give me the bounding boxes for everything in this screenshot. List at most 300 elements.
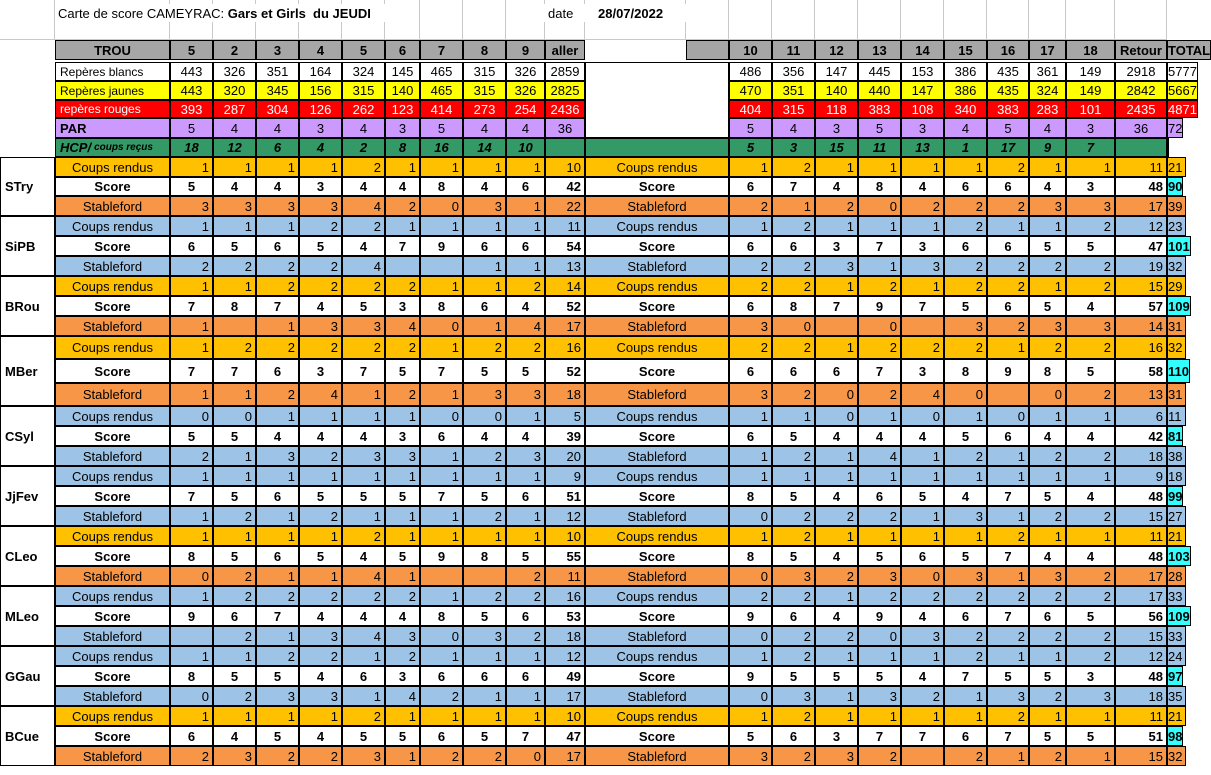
- stableford-aller[interactable]: 17: [545, 746, 585, 766]
- coups-rendus-value[interactable]: 2: [858, 276, 901, 296]
- stableford-value[interactable]: 1: [385, 506, 420, 526]
- stableford-value[interactable]: 1: [256, 566, 299, 586]
- score-value[interactable]: 9: [987, 359, 1029, 383]
- score-value[interactable]: 9: [729, 666, 772, 686]
- stableford-value[interactable]: 3: [213, 746, 256, 766]
- coups-rendus-total[interactable]: 23: [1167, 216, 1186, 236]
- coups-rendus-label[interactable]: Coups rendus: [55, 276, 170, 296]
- stableford-aller[interactable]: 13: [545, 256, 585, 276]
- hcp-value[interactable]: 5: [729, 138, 772, 157]
- score-value[interactable]: 7: [256, 296, 299, 316]
- coups-rendus-value[interactable]: 2: [256, 336, 299, 359]
- player-name[interactable]: STry: [0, 157, 55, 216]
- stableford-retour[interactable]: 15: [1115, 626, 1167, 646]
- tee-label[interactable]: Repères blancs: [55, 62, 170, 81]
- coups-rendus-value[interactable]: 1: [420, 157, 463, 177]
- coups-rendus-value[interactable]: 1: [987, 216, 1029, 236]
- stableford-value[interactable]: 2: [420, 686, 463, 706]
- stableford-value[interactable]: 1: [299, 566, 342, 586]
- stableford-value[interactable]: 1: [944, 686, 987, 706]
- score-value[interactable]: 4: [385, 177, 420, 196]
- stableford-value[interactable]: 2: [299, 256, 342, 276]
- score-value[interactable]: 7: [772, 177, 815, 196]
- coups-rendus-value[interactable]: 1: [299, 406, 342, 426]
- coups-rendus-value[interactable]: 2: [901, 336, 944, 359]
- hcp-value[interactable]: 3: [772, 138, 815, 157]
- coups-rendus-value[interactable]: 1: [506, 646, 545, 666]
- coups-rendus-value[interactable]: 1: [1066, 406, 1115, 426]
- score-value[interactable]: 5: [342, 296, 385, 316]
- coups-rendus-value[interactable]: 1: [170, 276, 213, 296]
- par-aller[interactable]: 36: [545, 118, 585, 138]
- coups-rendus-value[interactable]: 1: [815, 216, 858, 236]
- coups-rendus-value[interactable]: 2: [944, 586, 987, 606]
- stableford-value[interactable]: 2: [170, 746, 213, 766]
- stableford-label[interactable]: Stableford: [585, 446, 729, 466]
- stableford-retour[interactable]: 17: [1115, 196, 1167, 216]
- score-value[interactable]: 6: [944, 177, 987, 196]
- coups-rendus-value[interactable]: 1: [170, 336, 213, 359]
- score-value[interactable]: 3: [901, 236, 944, 256]
- score-value[interactable]: 6: [772, 359, 815, 383]
- coups-rendus-value[interactable]: 2: [772, 646, 815, 666]
- score-value[interactable]: 5: [901, 486, 944, 506]
- hcp-value[interactable]: 18: [170, 138, 213, 157]
- coups-rendus-value[interactable]: 1: [420, 526, 463, 546]
- coups-rendus-total[interactable]: 33: [1167, 586, 1186, 606]
- coups-rendus-value[interactable]: 1: [213, 466, 256, 486]
- stableford-value[interactable]: 1: [987, 446, 1029, 466]
- stableford-value[interactable]: 2: [772, 506, 815, 526]
- coups-rendus-value[interactable]: 2: [1029, 586, 1066, 606]
- coups-rendus-value[interactable]: 2: [299, 216, 342, 236]
- stableford-value[interactable]: 3: [1066, 316, 1115, 336]
- par-value[interactable]: 4: [342, 118, 385, 138]
- tee-distance[interactable]: 326: [506, 81, 545, 100]
- score-value[interactable]: 4: [1066, 426, 1115, 446]
- coups-rendus-value[interactable]: 2: [385, 586, 420, 606]
- score-value[interactable]: 6: [987, 296, 1029, 316]
- stableford-value[interactable]: 4: [342, 566, 385, 586]
- stableford-value[interactable]: 1: [987, 506, 1029, 526]
- stableford-value[interactable]: 1: [858, 256, 901, 276]
- coups-rendus-value[interactable]: 1: [213, 646, 256, 666]
- score-value[interactable]: 3: [1066, 666, 1115, 686]
- coups-rendus-aller[interactable]: 5: [545, 406, 585, 426]
- stableford-value[interactable]: 2: [944, 256, 987, 276]
- tee-distance[interactable]: 149: [1066, 81, 1115, 100]
- coups-rendus-label[interactable]: Coups rendus: [55, 216, 170, 236]
- coups-rendus-total[interactable]: 21: [1167, 157, 1186, 177]
- stableford-value[interactable]: 0: [858, 626, 901, 646]
- coups-rendus-value[interactable]: 1: [772, 406, 815, 426]
- tee-distance[interactable]: 273: [463, 100, 506, 118]
- coups-rendus-value[interactable]: 2: [1066, 216, 1115, 236]
- score-value[interactable]: 7: [420, 359, 463, 383]
- coups-rendus-value[interactable]: 2: [729, 276, 772, 296]
- score-value[interactable]: 4: [1029, 177, 1066, 196]
- coups-rendus-value[interactable]: 1: [1029, 216, 1066, 236]
- stableford-label[interactable]: Stableford: [585, 506, 729, 526]
- hcp-value[interactable]: 12: [213, 138, 256, 157]
- coups-rendus-value[interactable]: 2: [463, 586, 506, 606]
- coups-rendus-value[interactable]: 1: [463, 157, 506, 177]
- coups-rendus-value[interactable]: 2: [987, 526, 1029, 546]
- coups-rendus-label[interactable]: Coups rendus: [55, 466, 170, 486]
- stableford-value[interactable]: 2: [858, 383, 901, 406]
- coups-rendus-value[interactable]: 2: [944, 646, 987, 666]
- score-value[interactable]: 6: [256, 546, 299, 566]
- hcp-aller[interactable]: [545, 138, 585, 157]
- date-value[interactable]: 28/07/2022: [594, 4, 694, 22]
- stableford-value[interactable]: 4: [342, 196, 385, 216]
- tee-distance[interactable]: 101: [1066, 100, 1115, 118]
- coups-rendus-value[interactable]: 0: [213, 406, 256, 426]
- stableford-label[interactable]: Stableford: [55, 686, 170, 706]
- stableford-value[interactable]: 1: [1066, 746, 1115, 766]
- stableford-total[interactable]: 32: [1167, 256, 1186, 276]
- stableford-value[interactable]: 1: [987, 566, 1029, 586]
- coups-rendus-value[interactable]: 2: [342, 276, 385, 296]
- stableford-value[interactable]: 0: [858, 196, 901, 216]
- stableford-value[interactable]: 2: [987, 256, 1029, 276]
- stableford-value[interactable]: 2: [420, 746, 463, 766]
- stableford-value[interactable]: [815, 316, 858, 336]
- coups-rendus-value[interactable]: 1: [987, 336, 1029, 359]
- score-value[interactable]: 6: [170, 236, 213, 256]
- score-value[interactable]: 5: [729, 726, 772, 746]
- player-name[interactable]: BRou: [0, 276, 55, 336]
- coups-rendus-value[interactable]: 2: [772, 586, 815, 606]
- coups-rendus-aller[interactable]: 9: [545, 466, 585, 486]
- tee-distance[interactable]: 340: [944, 100, 987, 118]
- stableford-value[interactable]: 1: [256, 506, 299, 526]
- stableford-value[interactable]: 4: [342, 626, 385, 646]
- coups-rendus-value[interactable]: 1: [901, 466, 944, 486]
- score-value[interactable]: 9: [858, 606, 901, 626]
- coups-rendus-value[interactable]: 2: [858, 336, 901, 359]
- coups-rendus-label[interactable]: Coups rendus: [55, 646, 170, 666]
- stableford-value[interactable]: 2: [987, 196, 1029, 216]
- coups-rendus-value[interactable]: 1: [944, 157, 987, 177]
- stableford-value[interactable]: 3: [901, 626, 944, 646]
- score-value[interactable]: 4: [901, 426, 944, 446]
- score-label[interactable]: Score: [55, 236, 170, 256]
- coups-rendus-value[interactable]: 1: [1066, 706, 1115, 726]
- score-value[interactable]: 5: [463, 726, 506, 746]
- hole-number[interactable]: 10: [729, 40, 772, 60]
- score-value[interactable]: 5: [342, 486, 385, 506]
- aller-header[interactable]: aller: [545, 40, 585, 60]
- empty-cell[interactable]: [858, 0, 901, 40]
- coups-rendus-retour[interactable]: 15: [1115, 276, 1167, 296]
- coups-rendus-label[interactable]: Coups rendus: [585, 406, 729, 426]
- stableford-value[interactable]: 1: [772, 196, 815, 216]
- score-label[interactable]: Score: [585, 546, 729, 566]
- score-value[interactable]: 6: [1029, 606, 1066, 626]
- score-value[interactable]: 5: [944, 426, 987, 446]
- stableford-total[interactable]: 31: [1167, 316, 1186, 336]
- tee-distance[interactable]: 145: [385, 62, 420, 81]
- coups-rendus-label[interactable]: Coups rendus: [585, 157, 729, 177]
- coups-rendus-value[interactable]: 1: [420, 336, 463, 359]
- tee-distance[interactable]: 304: [256, 100, 299, 118]
- stableford-value[interactable]: 0: [729, 686, 772, 706]
- score-value[interactable]: 3: [299, 177, 342, 196]
- score-value[interactable]: 4: [256, 426, 299, 446]
- tee-distance[interactable]: 383: [987, 100, 1029, 118]
- hcp-label[interactable]: [55, 138, 170, 157]
- stableford-value[interactable]: 3: [987, 686, 1029, 706]
- coups-rendus-value[interactable]: 1: [815, 276, 858, 296]
- score-value[interactable]: 4: [342, 546, 385, 566]
- coups-rendus-value[interactable]: 1: [815, 466, 858, 486]
- tee-retour[interactable]: 2918: [1115, 62, 1167, 81]
- score-value[interactable]: 7: [213, 359, 256, 383]
- coups-rendus-value[interactable]: 1: [1029, 466, 1066, 486]
- score-value[interactable]: 5: [170, 177, 213, 196]
- par-value[interactable]: 3: [901, 118, 944, 138]
- stableford-value[interactable]: 3: [729, 383, 772, 406]
- tee-distance[interactable]: 262: [342, 100, 385, 118]
- trou-header[interactable]: TROU: [55, 40, 170, 60]
- score-label[interactable]: Score: [585, 606, 729, 626]
- tee-distance[interactable]: 356: [772, 62, 815, 81]
- score-value[interactable]: 4: [463, 177, 506, 196]
- tee-distance[interactable]: 486: [729, 62, 772, 81]
- stableford-value[interactable]: 2: [987, 316, 1029, 336]
- coups-rendus-value[interactable]: 1: [385, 216, 420, 236]
- score-value[interactable]: 7: [858, 236, 901, 256]
- coups-rendus-value[interactable]: 1: [213, 157, 256, 177]
- coups-rendus-label[interactable]: Coups rendus: [55, 706, 170, 726]
- tee-distance[interactable]: 386: [944, 81, 987, 100]
- score-value[interactable]: 9: [858, 296, 901, 316]
- coups-rendus-value[interactable]: 2: [342, 157, 385, 177]
- tee-distance[interactable]: 153: [901, 62, 944, 81]
- hole-number[interactable]: 11: [772, 40, 815, 60]
- score-value[interactable]: 5: [772, 486, 815, 506]
- hole-number[interactable]: 8: [463, 40, 506, 60]
- stableford-value[interactable]: 2: [463, 746, 506, 766]
- coups-rendus-value[interactable]: 2: [729, 336, 772, 359]
- score-value[interactable]: 8: [420, 177, 463, 196]
- score-value[interactable]: 7: [987, 546, 1029, 566]
- tee-distance[interactable]: 361: [1029, 62, 1066, 81]
- coups-rendus-value[interactable]: 1: [342, 646, 385, 666]
- hcp-value[interactable]: 2: [342, 138, 385, 157]
- score-value[interactable]: 7: [987, 486, 1029, 506]
- coups-rendus-value[interactable]: 1: [256, 157, 299, 177]
- stableford-value[interactable]: 1: [385, 566, 420, 586]
- score-value[interactable]: 6: [506, 486, 545, 506]
- coups-rendus-value[interactable]: 2: [506, 336, 545, 359]
- stableford-value[interactable]: 2: [1066, 566, 1115, 586]
- score-aller[interactable]: 39: [545, 426, 585, 446]
- player-name[interactable]: MLeo: [0, 586, 55, 646]
- score-aller[interactable]: 47: [545, 726, 585, 746]
- coups-rendus-retour[interactable]: 16: [1115, 336, 1167, 359]
- coups-rendus-value[interactable]: 2: [256, 646, 299, 666]
- coups-rendus-value[interactable]: 1: [463, 276, 506, 296]
- stableford-total[interactable]: 31: [1167, 383, 1186, 406]
- stableford-label[interactable]: Stableford: [55, 256, 170, 276]
- stableford-value[interactable]: 3: [342, 446, 385, 466]
- score-value[interactable]: 4: [256, 177, 299, 196]
- tee-distance[interactable]: 443: [170, 81, 213, 100]
- stableford-value[interactable]: 1: [506, 256, 545, 276]
- stableford-value[interactable]: 3: [729, 746, 772, 766]
- par-value[interactable]: 4: [944, 118, 987, 138]
- score-value[interactable]: 8: [772, 296, 815, 316]
- coups-rendus-value[interactable]: 1: [815, 336, 858, 359]
- score-aller[interactable]: 55: [545, 546, 585, 566]
- coups-rendus-value[interactable]: 2: [342, 586, 385, 606]
- stableford-retour[interactable]: 19: [1115, 256, 1167, 276]
- stableford-total[interactable]: 28: [1167, 566, 1186, 586]
- hcp-value[interactable]: 15: [815, 138, 858, 157]
- score-value[interactable]: 5: [463, 606, 506, 626]
- par-value[interactable]: 4: [506, 118, 545, 138]
- stableford-value[interactable]: 3: [463, 626, 506, 646]
- score-value[interactable]: 5: [506, 359, 545, 383]
- score-value[interactable]: 7: [342, 359, 385, 383]
- stableford-value[interactable]: 1: [420, 446, 463, 466]
- coups-rendus-value[interactable]: 1: [858, 706, 901, 726]
- coups-rendus-aller[interactable]: 10: [545, 706, 585, 726]
- score-value[interactable]: 4: [1029, 546, 1066, 566]
- stableford-value[interactable]: 3: [944, 566, 987, 586]
- score-value[interactable]: 3: [1066, 177, 1115, 196]
- stableford-value[interactable]: 0: [729, 626, 772, 646]
- coups-rendus-retour[interactable]: 6: [1115, 406, 1167, 426]
- stableford-value[interactable]: 3: [944, 506, 987, 526]
- tee-distance[interactable]: 345: [256, 81, 299, 100]
- stableford-label[interactable]: Stableford: [585, 686, 729, 706]
- stableford-value[interactable]: 2: [944, 626, 987, 646]
- stableford-value[interactable]: 4: [385, 316, 420, 336]
- coups-rendus-value[interactable]: 2: [987, 706, 1029, 726]
- par-value[interactable]: 3: [385, 118, 420, 138]
- score-label[interactable]: Score: [585, 177, 729, 196]
- score-value[interactable]: 4: [385, 606, 420, 626]
- stableford-value[interactable]: 4: [342, 256, 385, 276]
- coups-rendus-value[interactable]: 1: [299, 466, 342, 486]
- score-value[interactable]: 8: [420, 296, 463, 316]
- stableford-value[interactable]: 1: [256, 626, 299, 646]
- coups-rendus-value[interactable]: 1: [342, 466, 385, 486]
- score-value[interactable]: 4: [213, 177, 256, 196]
- coups-rendus-value[interactable]: 2: [858, 586, 901, 606]
- coups-rendus-aller[interactable]: 12: [545, 646, 585, 666]
- tee-distance[interactable]: 351: [256, 62, 299, 81]
- stableford-value[interactable]: 0: [420, 196, 463, 216]
- tee-label[interactable]: repères rouges: [55, 100, 170, 118]
- empty-cell[interactable]: [385, 0, 420, 40]
- score-value[interactable]: 7: [815, 296, 858, 316]
- score-value[interactable]: 6: [729, 236, 772, 256]
- hcp-value[interactable]: 17: [987, 138, 1029, 157]
- stableford-value[interactable]: 2: [506, 626, 545, 646]
- stableford-value[interactable]: 4: [506, 316, 545, 336]
- coups-rendus-value[interactable]: 1: [1029, 157, 1066, 177]
- stableford-value[interactable]: 0: [858, 316, 901, 336]
- coups-rendus-value[interactable]: 2: [1066, 586, 1115, 606]
- score-value[interactable]: 5: [213, 236, 256, 256]
- score-value[interactable]: 8: [729, 546, 772, 566]
- score-value[interactable]: 6: [987, 177, 1029, 196]
- score-value[interactable]: 6: [256, 486, 299, 506]
- coups-rendus-value[interactable]: 2: [463, 336, 506, 359]
- empty-cell[interactable]: [729, 0, 772, 40]
- score-value[interactable]: 5: [385, 546, 420, 566]
- stableford-value[interactable]: 2: [1029, 686, 1066, 706]
- coups-rendus-label[interactable]: Coups rendus: [585, 586, 729, 606]
- stableford-retour[interactable]: 17: [1115, 566, 1167, 586]
- coups-rendus-value[interactable]: 1: [385, 466, 420, 486]
- stableford-value[interactable]: 2: [256, 383, 299, 406]
- coups-rendus-value[interactable]: 2: [1066, 276, 1115, 296]
- hole-number[interactable]: 2: [213, 40, 256, 60]
- retour-header[interactable]: Retour: [1115, 40, 1167, 60]
- coups-rendus-value[interactable]: 2: [385, 276, 420, 296]
- score-value[interactable]: 6: [815, 359, 858, 383]
- tee-aller[interactable]: 2825: [545, 81, 585, 100]
- score-value[interactable]: 4: [901, 177, 944, 196]
- score-aller[interactable]: 51: [545, 486, 585, 506]
- score-value[interactable]: 7: [420, 486, 463, 506]
- coups-rendus-value[interactable]: 1: [858, 406, 901, 426]
- score-label[interactable]: Score: [55, 666, 170, 686]
- score-total[interactable]: 101: [1167, 236, 1191, 256]
- stableford-label[interactable]: Stableford: [55, 626, 170, 646]
- stableford-value[interactable]: 2: [858, 746, 901, 766]
- tee-label[interactable]: Repères jaunes: [55, 81, 170, 100]
- coups-rendus-value[interactable]: 2: [342, 216, 385, 236]
- coups-rendus-value[interactable]: 1: [213, 276, 256, 296]
- player-name[interactable]: SiPB: [0, 216, 55, 276]
- score-label[interactable]: Score: [585, 236, 729, 256]
- score-value[interactable]: 5: [213, 426, 256, 446]
- score-value[interactable]: 5: [463, 486, 506, 506]
- stableford-value[interactable]: 2: [944, 746, 987, 766]
- coups-rendus-label[interactable]: Coups rendus: [585, 276, 729, 296]
- hole-number[interactable]: 14: [901, 40, 944, 60]
- player-name[interactable]: CLeo: [0, 526, 55, 586]
- tee-distance[interactable]: 326: [213, 62, 256, 81]
- score-value[interactable]: 5: [342, 726, 385, 746]
- score-value[interactable]: 8: [170, 666, 213, 686]
- stableford-value[interactable]: 1: [342, 506, 385, 526]
- coups-rendus-value[interactable]: 1: [987, 466, 1029, 486]
- coups-rendus-value[interactable]: 1: [213, 706, 256, 726]
- stableford-retour[interactable]: 13: [1115, 383, 1167, 406]
- coups-rendus-value[interactable]: 2: [987, 157, 1029, 177]
- score-total[interactable]: 81: [1167, 426, 1183, 446]
- coups-rendus-value[interactable]: 2: [1029, 336, 1066, 359]
- stableford-value[interactable]: 1: [463, 686, 506, 706]
- stableford-value[interactable]: 1: [463, 256, 506, 276]
- score-value[interactable]: 3: [299, 359, 342, 383]
- score-value[interactable]: 4: [299, 426, 342, 446]
- score-value[interactable]: 5: [772, 546, 815, 566]
- coups-rendus-value[interactable]: 1: [987, 646, 1029, 666]
- coups-rendus-value[interactable]: 1: [815, 706, 858, 726]
- coups-rendus-value[interactable]: 1: [729, 466, 772, 486]
- score-total[interactable]: 97: [1167, 666, 1183, 686]
- score-label[interactable]: Score: [55, 546, 170, 566]
- par-value[interactable]: 4: [463, 118, 506, 138]
